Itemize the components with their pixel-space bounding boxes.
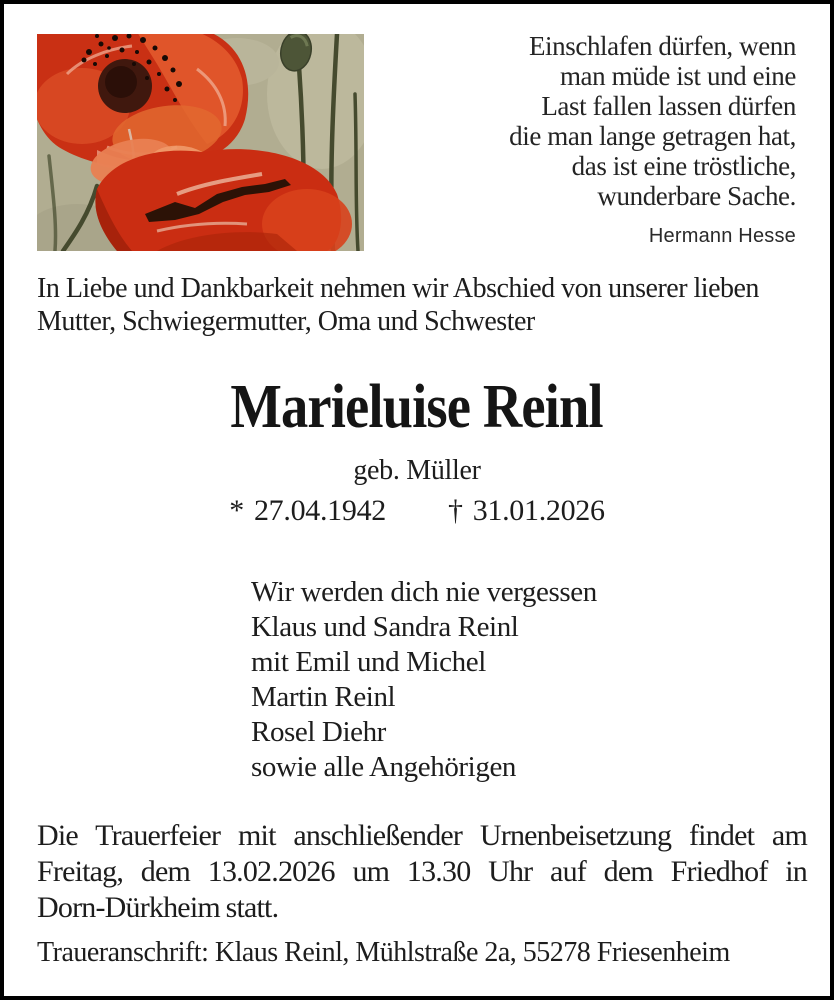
life-dates [4,494,830,528]
poppies-painting-image [37,34,364,251]
quote-line: die man lange getragen hat, [509,121,796,151]
mourner-line: mit Emil und Michel [251,646,486,678]
quote-line: Last fallen lassen dürfen [541,91,796,121]
death-cross-symbol: † [448,494,463,527]
quote-line: wunderbare Sache. [597,181,796,211]
death-date [448,494,605,528]
mourner-line: Martin Reinl [251,681,396,713]
quote-attribution: Hermann Hesse [648,225,796,247]
mourner-line: Wir werden dich nie vergessen [251,576,597,608]
funeral-line: Freitag, dem 13.02.2026 um 13.30 Uhr auf dem Friedhof in [37,855,807,888]
funeral-details [37,818,807,926]
intro-text [37,272,810,338]
condolence-address: Traueranschrift: Klaus Reinl, Mühlstraße 2a, 55278 Friesenheim [37,937,730,968]
birth-symbol: * [229,494,244,527]
deceased-name [4,372,830,443]
birth-date [229,494,386,528]
mourners-list [251,575,597,785]
death-date-value: 31.01.2026 [472,494,605,527]
mourner-line: sowie alle Angehörigen [251,751,517,783]
maiden-name: geb. Müller [353,455,481,486]
deceased-name-text: Marieluise Reinl [230,373,604,441]
quote-line: Einschlafen dürfen, wenn [528,31,796,61]
memorial-quote [509,31,796,251]
intro-line: Mutter, Schwiegermutter, Oma und Schwester [37,306,535,337]
funeral-line: Dorn-Dürkheim statt. [37,891,279,924]
funeral-line: Die Trauerfeier mit anschließender Urnenbeisetzung findet am [37,819,807,852]
mourner-line: Klaus und Sandra Reinl [251,611,519,643]
quote-line: das ist eine tröstliche, [571,151,796,181]
mourner-line: Rosel Diehr [251,716,386,748]
quote-line: man müde ist und eine [559,61,796,91]
birth-date-value: 27.04.1942 [253,494,386,527]
intro-line: In Liebe und Dankbarkeit nehmen wir Abschied von unserer lieben [37,273,759,304]
